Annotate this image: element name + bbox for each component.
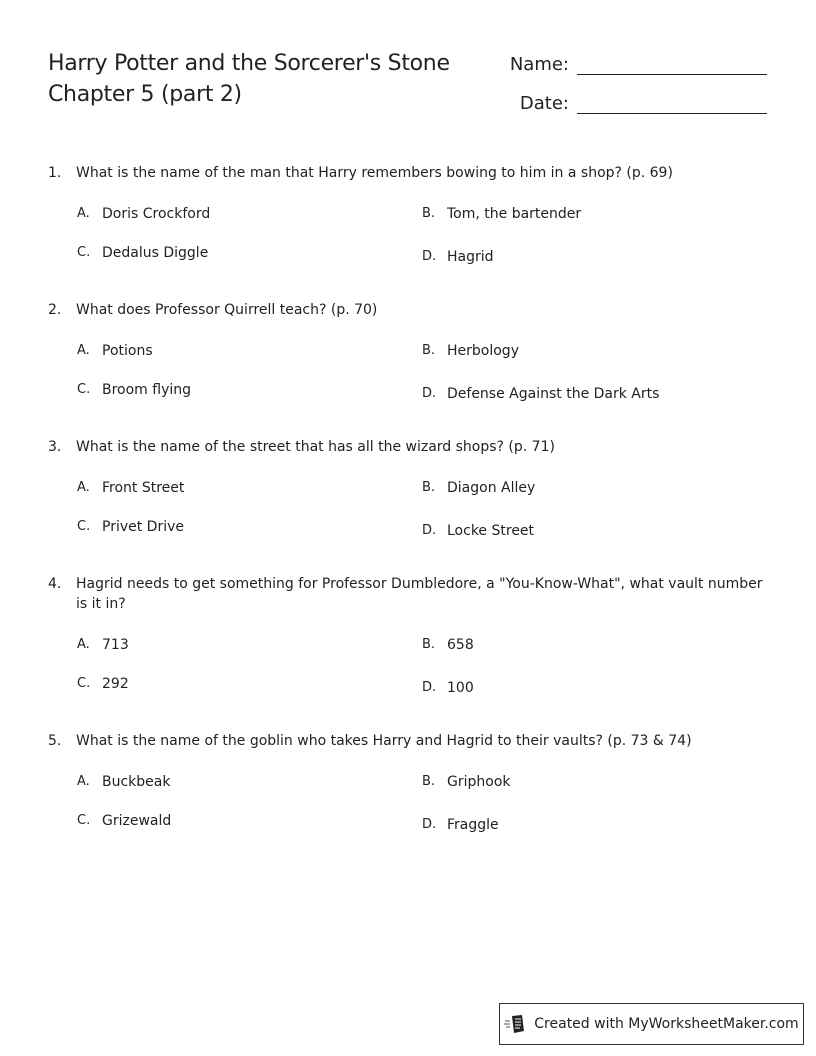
option-text: 100 bbox=[447, 680, 474, 696]
option-text: Defense Against the Dark Arts bbox=[447, 386, 660, 402]
option-text: Broom flying bbox=[102, 382, 192, 398]
name-label: Name: bbox=[509, 54, 569, 75]
option-text: Potions bbox=[102, 343, 153, 359]
option-letter: D. bbox=[422, 523, 437, 538]
option-letter: B. bbox=[422, 480, 436, 495]
question-4 bbox=[48, 574, 768, 694]
answer-option[interactable] bbox=[422, 384, 767, 404]
question-text: What is the name of the street that has all the wizard shops? (p. 71) bbox=[76, 439, 555, 455]
option-letter: D. bbox=[422, 386, 437, 401]
question-text-row bbox=[48, 574, 768, 614]
answer-option[interactable] bbox=[77, 811, 422, 831]
answer-option[interactable] bbox=[422, 678, 767, 698]
option-text: Buckbeak bbox=[102, 774, 171, 790]
option-letter: B. bbox=[422, 637, 436, 652]
question-text-row bbox=[48, 300, 768, 320]
question-number: 5. bbox=[48, 733, 62, 749]
answer-option[interactable] bbox=[422, 247, 767, 267]
question-number: 2. bbox=[48, 302, 62, 318]
question-text-row bbox=[48, 163, 768, 183]
question-text-row bbox=[48, 731, 768, 751]
option-letter: C. bbox=[77, 519, 91, 534]
option-letter: B. bbox=[422, 343, 436, 358]
option-text: 292 bbox=[102, 676, 129, 692]
answer-option[interactable] bbox=[77, 772, 422, 792]
answer-options bbox=[48, 341, 768, 400]
name-line[interactable] bbox=[577, 52, 767, 75]
date-line[interactable] bbox=[577, 91, 767, 114]
answer-option[interactable] bbox=[422, 521, 767, 541]
option-letter: D. bbox=[422, 817, 437, 832]
answer-option[interactable] bbox=[77, 674, 422, 694]
question-text: What does Professor Quirrell teach? (p. 70) bbox=[76, 302, 378, 318]
option-letter: D. bbox=[422, 680, 437, 695]
title-line-1: Harry Potter and the Sorcerer's Stone bbox=[48, 51, 450, 76]
option-text: Front Street bbox=[102, 480, 185, 496]
option-letter: A. bbox=[77, 774, 90, 789]
answer-option[interactable] bbox=[422, 478, 767, 498]
option-text: Hagrid bbox=[447, 249, 494, 265]
question-list bbox=[48, 163, 768, 868]
answer-options bbox=[48, 478, 768, 537]
question-3 bbox=[48, 437, 768, 537]
answer-option[interactable] bbox=[77, 478, 422, 498]
option-letter: A. bbox=[77, 206, 90, 221]
answer-options bbox=[48, 772, 768, 831]
footer-badge bbox=[499, 1003, 804, 1045]
answer-option[interactable] bbox=[422, 772, 767, 792]
answer-option[interactable] bbox=[422, 341, 767, 361]
option-text: 713 bbox=[102, 637, 129, 653]
option-text: Griphook bbox=[447, 774, 511, 790]
answer-option[interactable] bbox=[422, 815, 767, 835]
option-text: Dedalus Diggle bbox=[102, 245, 209, 261]
option-letter: A. bbox=[77, 343, 90, 358]
worksheet-logo-icon bbox=[504, 1014, 526, 1034]
option-letter: A. bbox=[77, 480, 90, 495]
title-line-2: Chapter 5 (part 2) bbox=[48, 82, 242, 107]
answer-option[interactable] bbox=[422, 635, 767, 655]
question-1 bbox=[48, 163, 768, 263]
worksheet-title bbox=[48, 48, 450, 110]
question-number: 1. bbox=[48, 165, 62, 181]
question-text: What is the name of the man that Harry remembers bowing to him in a shop? (p. 69) bbox=[76, 165, 673, 181]
option-letter: C. bbox=[77, 382, 91, 397]
option-text: Doris Crockford bbox=[102, 206, 211, 222]
option-text: Privet Drive bbox=[102, 519, 185, 535]
option-text: Herbology bbox=[447, 343, 519, 359]
option-text: Grizewald bbox=[102, 813, 172, 829]
question-2 bbox=[48, 300, 768, 400]
option-text: 658 bbox=[447, 637, 474, 653]
option-letter: C. bbox=[77, 676, 91, 691]
option-text: Diagon Alley bbox=[447, 480, 536, 496]
option-letter: C. bbox=[77, 813, 91, 828]
answer-option[interactable] bbox=[77, 243, 422, 263]
date-label: Date: bbox=[519, 93, 569, 114]
answer-option[interactable] bbox=[77, 341, 422, 361]
option-letter: C. bbox=[77, 245, 91, 260]
answer-options bbox=[48, 204, 768, 263]
option-letter: B. bbox=[422, 206, 436, 221]
option-text: Fraggle bbox=[447, 817, 499, 833]
answer-options bbox=[48, 635, 768, 694]
question-5 bbox=[48, 731, 768, 831]
answer-option[interactable] bbox=[422, 204, 767, 224]
option-letter: D. bbox=[422, 249, 437, 264]
option-letter: A. bbox=[77, 637, 90, 652]
question-text: Hagrid needs to get something for Professor Dumbledore, a "You-Know-What", what vault number is it in? bbox=[76, 576, 763, 612]
answer-option[interactable] bbox=[77, 204, 422, 224]
question-number: 3. bbox=[48, 439, 62, 455]
option-letter: B. bbox=[422, 774, 436, 789]
footer-text: Created with MyWorksheetMaker.com bbox=[534, 1016, 799, 1032]
answer-option[interactable] bbox=[77, 517, 422, 537]
question-number: 4. bbox=[48, 576, 62, 592]
answer-option[interactable] bbox=[77, 380, 422, 400]
option-text: Locke Street bbox=[447, 523, 535, 539]
name-field bbox=[499, 52, 767, 75]
option-text: Tom, the bartender bbox=[447, 206, 582, 222]
date-field bbox=[499, 91, 767, 114]
question-text-row bbox=[48, 437, 768, 457]
answer-option[interactable] bbox=[77, 635, 422, 655]
question-text: What is the name of the goblin who takes Harry and Hagrid to their vaults? (p. 73 & 74) bbox=[76, 733, 692, 749]
